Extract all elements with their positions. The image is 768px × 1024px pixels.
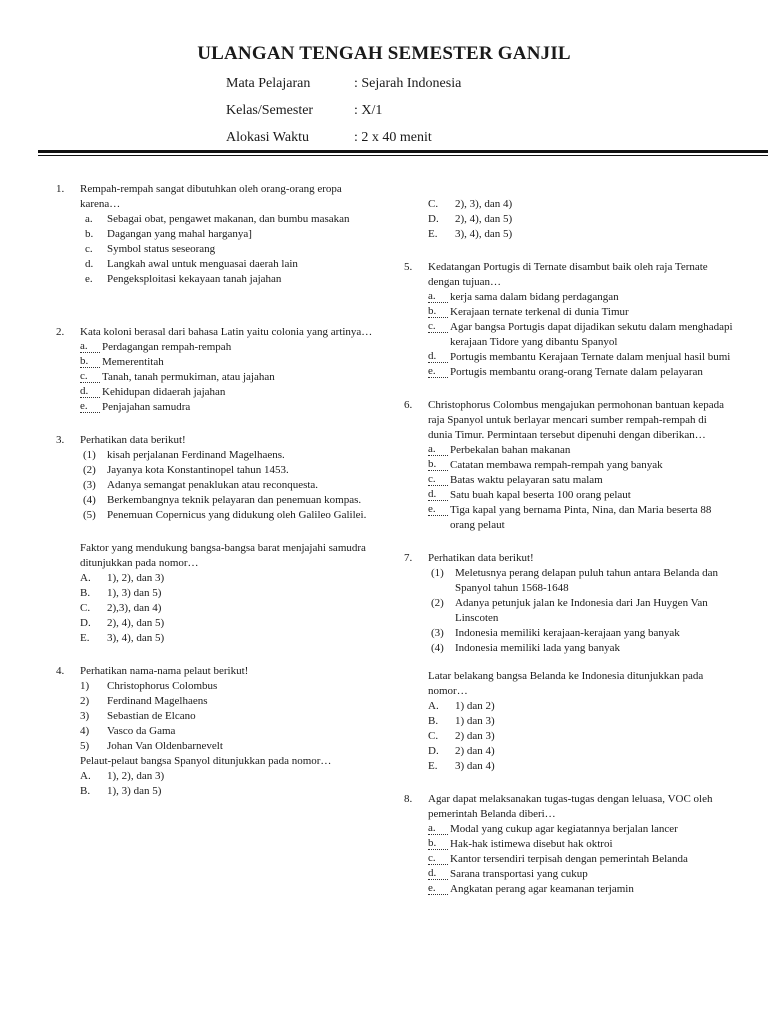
- option-text: 2) dan 4): [455, 745, 495, 757]
- option-key: a.: [428, 290, 448, 303]
- option-item: [428, 473, 734, 488]
- data-text: Indonesia memiliki kerajaan-kerajaan yang banyak: [455, 627, 680, 639]
- question-number: 2.: [56, 326, 65, 338]
- option-item: [80, 340, 376, 355]
- data-list: [80, 448, 376, 523]
- option-key: b.: [80, 355, 100, 368]
- option-text: 1) dan 2): [455, 700, 495, 712]
- option-key: D.: [428, 213, 439, 225]
- option-text: Tanah, tanah permukiman, atau jajahan: [102, 371, 275, 383]
- option-item: [80, 631, 376, 646]
- question-number: 1.: [56, 183, 65, 195]
- option-item: [428, 488, 734, 503]
- option-text: 2), 4), dan 5): [107, 617, 165, 629]
- info-row-time: [226, 130, 432, 146]
- option-item: [428, 729, 734, 744]
- option-item: [80, 769, 376, 784]
- option-text: Memerentitah: [102, 356, 164, 368]
- option-key: e.: [428, 882, 448, 895]
- option-item: [80, 784, 376, 799]
- header-divider-thick: [38, 150, 768, 153]
- data-item: [428, 641, 734, 656]
- question-number: 6.: [404, 399, 413, 411]
- option-key: C.: [80, 602, 91, 614]
- question-text: Perhatikan data berikut!: [428, 552, 534, 564]
- option-text: 2),3), dan 4): [107, 602, 162, 614]
- option-key: b.: [85, 228, 94, 240]
- option-text: Perdagangan rempah-rempah: [102, 341, 232, 353]
- option-key: C.: [428, 730, 439, 742]
- data-item: [80, 448, 376, 463]
- option-text: Langkah awal untuk menguasai daerah lain: [107, 258, 298, 270]
- option-text: Sebagai obat, pengawet makanan, dan bumbu masakan: [107, 213, 350, 225]
- data-item: [80, 478, 376, 493]
- question-prompt: Faktor yang mendukung bangsa-bangsa barat menjajahi samudra ditunjukkan pada nomor…: [80, 542, 366, 569]
- option-item: [428, 744, 734, 759]
- data-text: Christophorus Colombus: [107, 680, 218, 692]
- option-item: [80, 586, 376, 601]
- question-7: [404, 551, 734, 774]
- option-text: Symbol status seseorang: [107, 243, 216, 255]
- option-text: Catatan membawa rempah-rempah yang banyak: [450, 459, 663, 471]
- option-key: b.: [428, 458, 448, 471]
- option-item: [428, 305, 734, 320]
- option-key: d.: [428, 867, 448, 880]
- option-text: Satu buah kapal beserta 100 orang pelaut: [450, 489, 631, 501]
- question-number: 7.: [404, 552, 413, 564]
- data-item: [80, 724, 376, 739]
- option-key: e.: [428, 365, 448, 378]
- option-text: Pengeksploitasi kekayaan tanah jajahan: [107, 273, 282, 285]
- option-text: Batas waktu pelayaran satu malam: [450, 474, 603, 486]
- option-item: [80, 370, 376, 385]
- option-text: 3), 4), dan 5): [455, 228, 513, 240]
- option-text: Kehidupan didaerah jajahan: [102, 386, 226, 398]
- info-label: Mata Pelajaran: [226, 76, 311, 91]
- option-text: Angkatan perang agar keamanan terjamin: [450, 883, 634, 895]
- option-item: [428, 197, 734, 212]
- question-text: Kata koloni berasal dari bahasa Latin yaitu colonia yang artinya…: [80, 326, 373, 338]
- option-item: [80, 355, 376, 370]
- question-text: Christophorus Colombus mengajukan permohonan bantuan kepada raja Spanyol untuk berlayar mencari sumber rempah-rempah di dunia Timur. Permintaan tersebut dipenuhi dengan diberikan…: [428, 399, 725, 441]
- option-item: [428, 227, 734, 242]
- option-key: d.: [85, 258, 94, 270]
- option-key: e.: [85, 273, 93, 285]
- question-prompt: Pelaut-pelaut bangsa Spanyol ditunjukkan pada nomor…: [80, 755, 332, 767]
- option-text: Portugis membantu orang-orang Ternate dalam pelayaran: [450, 366, 703, 378]
- option-text: Hak-hak istimewa disebut hak oktroi: [450, 838, 613, 850]
- option-item: [80, 601, 376, 616]
- option-item: [428, 212, 734, 227]
- option-list: [80, 340, 376, 415]
- data-key: 2): [80, 695, 90, 707]
- option-key: b.: [428, 305, 448, 318]
- option-key: a.: [428, 443, 448, 456]
- question-2: [56, 325, 376, 415]
- option-list: [428, 290, 734, 380]
- question-text: Kedatangan Portugis di Ternate disambut baik oleh raja Ternate dengan tujuan…: [428, 261, 708, 288]
- option-text: 2) dan 3): [455, 730, 495, 742]
- option-text: 1), 3) dan 5): [107, 587, 162, 599]
- option-text: Tiga kapal yang bernama Pinta, Nina, dan Maria beserta 88 orang pelaut: [450, 504, 712, 531]
- data-key: 4): [80, 725, 90, 737]
- option-text: Kerajaan ternate terkenal di dunia Timur: [450, 306, 629, 318]
- option-text: 1), 2), dan 3): [107, 572, 165, 584]
- option-key: B.: [80, 587, 91, 599]
- option-key: a.: [80, 340, 100, 353]
- option-item: [428, 759, 734, 774]
- option-item: [428, 443, 734, 458]
- option-key: D.: [428, 745, 439, 757]
- option-text: kerja sama dalam bidang perdagangan: [450, 291, 619, 303]
- data-text: Vasco da Gama: [107, 725, 176, 737]
- option-item: [80, 272, 376, 287]
- question-text: Perhatikan nama-nama pelaut berikut!: [80, 665, 249, 677]
- option-item: [80, 242, 376, 257]
- option-item: [428, 290, 734, 305]
- question-6: [404, 398, 734, 533]
- right-column: [404, 197, 734, 897]
- question-prompt: Latar belakang bangsa Belanda ke Indonesia ditunjukkan pada nomor…: [428, 670, 704, 697]
- data-key: 3): [80, 710, 90, 722]
- option-key: B.: [428, 715, 439, 727]
- option-item: [428, 714, 734, 729]
- option-key: b.: [428, 837, 448, 850]
- data-text: Meletusnya perang delapan puluh tahun antara Belanda dan Spanyol tahun 1568-1648: [455, 567, 718, 594]
- info-value: : 2 x 40 menit: [354, 130, 432, 145]
- option-key: d.: [428, 488, 448, 501]
- data-key: (2): [431, 597, 444, 609]
- option-text: 1), 3) dan 5): [107, 785, 162, 797]
- question-5: [404, 260, 734, 380]
- info-label: Kelas/Semester: [226, 103, 314, 118]
- option-key: d.: [80, 385, 100, 398]
- option-key: c.: [428, 320, 448, 333]
- question-text: Rempah-rempah sangat dibutuhkan oleh orang-orang eropa karena…: [80, 183, 342, 210]
- option-key: A.: [80, 572, 91, 584]
- option-key: C.: [428, 198, 439, 210]
- option-item: [80, 257, 376, 272]
- data-item: [428, 566, 734, 596]
- option-item: [80, 227, 376, 242]
- data-key: (3): [83, 479, 96, 491]
- option-item: [428, 852, 734, 867]
- data-text: Berkembangnya teknik pelayaran dan penemuan kompas.: [107, 494, 362, 506]
- left-column: [56, 182, 376, 799]
- data-text: Johan Van Oldenbarnevelt: [107, 740, 223, 752]
- data-key: (4): [431, 642, 444, 654]
- data-item: [80, 493, 376, 508]
- option-key: a.: [85, 213, 93, 225]
- option-key: c.: [428, 473, 448, 486]
- option-item: [80, 571, 376, 586]
- info-value: : Sejarah Indonesia: [354, 76, 462, 91]
- option-text: Penjajahan samudra: [102, 401, 191, 413]
- option-item: [80, 616, 376, 631]
- option-item: [428, 320, 734, 350]
- data-item: [80, 694, 376, 709]
- question-number: 8.: [404, 793, 413, 805]
- option-item: [428, 458, 734, 473]
- option-text: Sarana transportasi yang cukup: [450, 868, 588, 880]
- header-divider-thin: [38, 155, 768, 156]
- info-value: : X/1: [354, 103, 383, 118]
- option-item: [80, 400, 376, 415]
- option-key: e.: [80, 400, 100, 413]
- option-item: [80, 385, 376, 400]
- data-text: Sebastian de Elcano: [107, 710, 196, 722]
- option-item: [428, 882, 734, 897]
- data-key: (1): [83, 449, 96, 461]
- option-text: Portugis membantu Kerajaan Ternate dalam menjual hasil bumi: [450, 351, 731, 363]
- data-key: 1): [80, 680, 90, 692]
- option-key: e.: [428, 503, 448, 516]
- option-key: B.: [80, 785, 91, 797]
- option-key: d.: [428, 350, 448, 363]
- option-text: 1), 2), dan 3): [107, 770, 165, 782]
- option-list: [80, 212, 376, 287]
- option-key: a.: [428, 822, 448, 835]
- option-text: 2), 3), dan 4): [455, 198, 513, 210]
- question-number: 5.: [404, 261, 413, 273]
- data-key: (1): [431, 567, 444, 579]
- option-key: D.: [80, 617, 91, 629]
- option-item: [428, 350, 734, 365]
- option-text: Agar bangsa Portugis dapat dijadikan sekutu dalam menghadapi kerajaan Tidore yang dibantu Spanyol: [450, 321, 733, 348]
- option-key: A.: [428, 700, 439, 712]
- option-item: [428, 699, 734, 714]
- question-text: Agar dapat melaksanakan tugas-tugas dengan leluasa, VOC oleh pemerintah Belanda diberi…: [428, 793, 713, 820]
- option-text: 2), 4), dan 5): [455, 213, 513, 225]
- data-item: [80, 709, 376, 724]
- data-list: [80, 679, 376, 754]
- data-item: [80, 739, 376, 754]
- data-key: (3): [431, 627, 444, 639]
- data-text: Adanya petunjuk jalan ke Indonesia dari Jan Huygen Van Linscoten: [455, 597, 708, 624]
- data-item: [80, 508, 376, 523]
- option-key: E.: [428, 760, 438, 772]
- question-4: [56, 664, 376, 799]
- option-item: [428, 822, 734, 837]
- option-item: [428, 867, 734, 882]
- data-key: 5): [80, 740, 90, 752]
- option-key: c.: [80, 370, 100, 383]
- option-key: c.: [428, 852, 448, 865]
- question-4-continued-options: [404, 197, 734, 242]
- option-key: A.: [80, 770, 91, 782]
- option-text: Dagangan yang mahal harganya]: [107, 228, 252, 240]
- question-1: [56, 182, 376, 287]
- question-3: [56, 433, 376, 646]
- question-number: 4.: [56, 665, 65, 677]
- data-list: [428, 566, 734, 656]
- option-list: [428, 699, 734, 774]
- option-list: [428, 822, 734, 897]
- data-key: (2): [83, 464, 96, 476]
- option-list: [428, 443, 734, 533]
- question-number: 3.: [56, 434, 65, 446]
- option-list: [80, 769, 376, 799]
- option-text: 3) dan 4): [455, 760, 495, 772]
- data-item: [80, 463, 376, 478]
- data-text: Ferdinand Magelhaens: [107, 695, 208, 707]
- data-item: [80, 679, 376, 694]
- option-text: Kantor tersendiri terpisah dengan pemerintah Belanda: [450, 853, 688, 865]
- data-text: Adanya semangat penaklukan atau reconquesta.: [107, 479, 319, 491]
- info-row-class: [226, 103, 382, 119]
- option-text: 1) dan 3): [455, 715, 495, 727]
- option-list: [80, 571, 376, 646]
- question-8: [404, 792, 734, 897]
- option-text: Perbekalan bahan makanan: [450, 444, 571, 456]
- data-text: Indonesia memiliki lada yang banyak: [455, 642, 620, 654]
- data-text: kisah perjalanan Ferdinand Magelhaens.: [107, 449, 285, 461]
- option-key: E.: [428, 228, 438, 240]
- data-item: [428, 596, 734, 626]
- option-item: [428, 837, 734, 852]
- exam-title: ULANGAN TENGAH SEMESTER GANJIL: [197, 43, 571, 64]
- info-row-subject: [226, 76, 461, 92]
- option-key: E.: [80, 632, 90, 644]
- data-key: (4): [83, 494, 96, 506]
- question-text: Perhatikan data berikut!: [80, 434, 186, 446]
- option-text: 3), 4), dan 5): [107, 632, 165, 644]
- option-text: Modal yang cukup agar kegiatannya berjalan lancer: [450, 823, 678, 835]
- data-key: (5): [83, 509, 96, 521]
- option-item: [428, 365, 734, 380]
- option-key: c.: [85, 243, 93, 255]
- info-label: Alokasi Waktu: [226, 130, 309, 145]
- option-item: [80, 212, 376, 227]
- data-item: [428, 626, 734, 641]
- data-text: Jayanya kota Konstantinopel tahun 1453.: [107, 464, 289, 476]
- option-item: [428, 503, 734, 533]
- data-text: Penemuan Copernicus yang didukung oleh Galileo Galilei.: [107, 509, 367, 521]
